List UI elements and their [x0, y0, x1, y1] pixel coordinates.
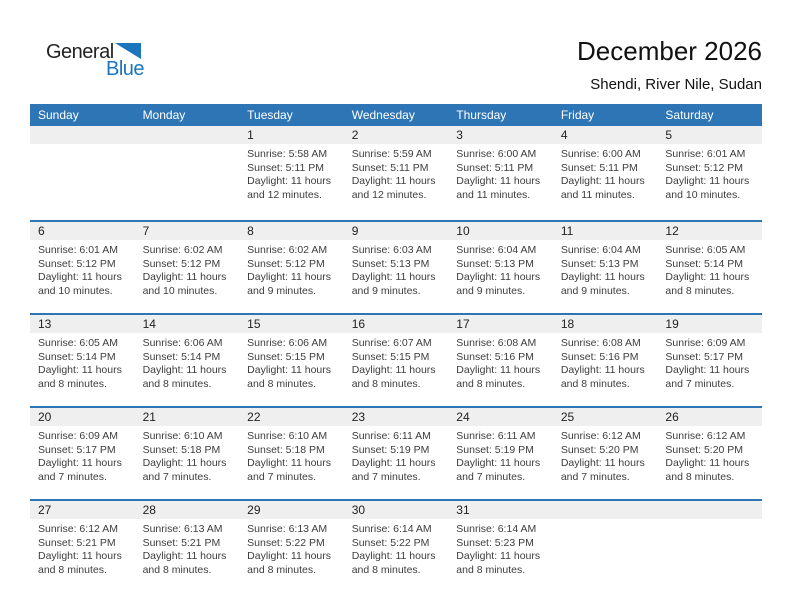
calendar-day-cell	[239, 222, 344, 313]
daylight2-text: and 7 minutes.	[560, 470, 630, 483]
sunrise-text: Sunrise: 5:58 AM	[247, 148, 328, 160]
sunset-text: Sunset: 5:21 PM	[142, 536, 221, 549]
daylight1-text: Daylight: 11 hours	[351, 271, 436, 283]
day-sun-info	[135, 519, 240, 577]
day-sun-info	[344, 144, 449, 202]
calendar-day-cell	[135, 315, 240, 406]
calendar-day-cell	[448, 222, 553, 313]
sunrise-text: Sunrise: 6:04 AM	[456, 244, 537, 256]
logo-triangle-icon	[115, 43, 141, 59]
calendar-day-cell	[30, 408, 135, 499]
sunrise-text: Sunrise: 6:12 AM	[38, 523, 118, 535]
sunrise-text: Sunrise: 6:12 AM	[665, 430, 746, 442]
calendar-day-cell	[30, 222, 135, 313]
day-number: 28	[135, 501, 240, 519]
day-number	[553, 501, 658, 519]
daylight1-text: Daylight: 11 hours	[247, 364, 331, 376]
sunset-text: Sunset: 5:15 PM	[247, 350, 325, 363]
sunrise-text: Sunrise: 6:08 AM	[456, 337, 537, 349]
sunrise-text: Sunrise: 6:03 AM	[351, 244, 432, 256]
day-number: 4	[553, 126, 658, 144]
daylight2-text: and 7 minutes.	[351, 470, 421, 483]
day-sun-info	[553, 240, 658, 298]
week-row	[30, 126, 762, 220]
sunset-text: Sunset: 5:17 PM	[665, 350, 744, 363]
weekday-label-saturday: Saturday	[665, 108, 714, 122]
calendar-day-cell	[553, 315, 658, 406]
daylight1-text: Daylight: 11 hours	[142, 271, 227, 283]
sunrise-text: Sunrise: 6:04 AM	[560, 244, 641, 256]
daylight2-text: and 8 minutes.	[247, 563, 317, 576]
day-number: 7	[135, 222, 240, 240]
day-number: 17	[448, 315, 553, 333]
calendar-empty-cell	[657, 501, 762, 595]
day-number: 24	[448, 408, 553, 426]
calendar-empty-cell	[30, 126, 135, 220]
day-sun-info	[448, 426, 553, 484]
sunrise-text: Sunrise: 6:07 AM	[351, 337, 432, 349]
sunrise-text: Sunrise: 6:10 AM	[247, 430, 328, 442]
day-number: 14	[135, 315, 240, 333]
day-sun-info	[239, 426, 344, 484]
calendar-day-cell	[448, 408, 553, 499]
day-number: 29	[239, 501, 344, 519]
day-sun-info	[135, 426, 240, 484]
weekday-label-sunday: Sunday	[38, 108, 79, 122]
calendar-day-cell	[657, 408, 762, 499]
daylight1-text: Daylight: 11 hours	[247, 457, 331, 469]
sunset-text: Sunset: 5:11 PM	[247, 161, 324, 174]
day-number: 10	[448, 222, 553, 240]
sunset-text: Sunset: 5:19 PM	[456, 443, 534, 456]
daylight1-text: Daylight: 11 hours	[351, 550, 436, 562]
sunset-text: Sunset: 5:14 PM	[665, 257, 744, 270]
day-number: 13	[30, 315, 135, 333]
daylight2-text: and 10 minutes.	[38, 284, 113, 297]
page-subtitle: Shendi, River Nile, Sudan	[590, 76, 762, 93]
daylight1-text: Daylight: 11 hours	[665, 364, 750, 376]
calendar-day-cell	[344, 315, 449, 406]
day-number: 8	[239, 222, 344, 240]
sunrise-text: Sunrise: 6:00 AM	[456, 148, 537, 160]
daylight1-text: Daylight: 11 hours	[247, 175, 331, 187]
sunset-text: Sunset: 5:16 PM	[456, 350, 534, 363]
daylight1-text: Daylight: 11 hours	[456, 271, 541, 283]
sunrise-text: Sunrise: 6:11 AM	[351, 430, 431, 442]
sunrise-text: Sunrise: 6:13 AM	[142, 523, 223, 535]
day-sun-info	[30, 333, 135, 391]
day-sun-info	[30, 426, 135, 484]
sunset-text: Sunset: 5:18 PM	[142, 443, 221, 456]
sunrise-text: Sunrise: 6:01 AM	[665, 148, 746, 160]
sunset-text: Sunset: 5:18 PM	[247, 443, 325, 456]
day-sun-info	[344, 240, 449, 298]
sunset-text: Sunset: 5:12 PM	[142, 257, 221, 270]
weekday-label-tuesday: Tuesday	[247, 108, 293, 122]
sunrise-text: Sunrise: 6:11 AM	[456, 430, 536, 442]
day-number: 1	[239, 126, 344, 144]
sunset-text: Sunset: 5:20 PM	[560, 443, 639, 456]
day-number: 19	[657, 315, 762, 333]
daylight2-text: and 7 minutes.	[456, 470, 526, 483]
weekday-label-monday: Monday	[142, 108, 186, 122]
daylight2-text: and 8 minutes.	[351, 563, 421, 576]
calendar-day-cell	[135, 222, 240, 313]
daylight1-text: Daylight: 11 hours	[456, 175, 541, 187]
sunset-text: Sunset: 5:21 PM	[38, 536, 116, 549]
daylight2-text: and 8 minutes.	[665, 284, 735, 297]
daylight2-text: and 10 minutes.	[665, 188, 741, 201]
calendar-day-cell	[553, 408, 658, 499]
daylight2-text: and 8 minutes.	[247, 377, 317, 390]
day-sun-info	[657, 144, 762, 202]
calendar-empty-cell	[135, 126, 240, 220]
sunrise-text: Sunrise: 6:02 AM	[247, 244, 328, 256]
day-number: 30	[344, 501, 449, 519]
sunset-text: Sunset: 5:20 PM	[665, 443, 744, 456]
daylight1-text: Daylight: 11 hours	[351, 175, 436, 187]
day-sun-info	[448, 240, 553, 298]
calendar-day-cell	[448, 315, 553, 406]
calendar-day-cell	[344, 222, 449, 313]
daylight1-text: Daylight: 11 hours	[456, 550, 541, 562]
day-sun-info	[344, 519, 449, 577]
sunset-text: Sunset: 5:12 PM	[247, 257, 325, 270]
sunset-text: Sunset: 5:22 PM	[247, 536, 325, 549]
daylight2-text: and 8 minutes.	[142, 563, 212, 576]
daylight1-text: Daylight: 11 hours	[38, 550, 122, 562]
sunset-text: Sunset: 5:13 PM	[456, 257, 534, 270]
calendar-day-cell	[657, 315, 762, 406]
daylight2-text: and 8 minutes.	[38, 563, 107, 576]
day-sun-info	[657, 333, 762, 391]
daylight1-text: Daylight: 11 hours	[351, 364, 436, 376]
sunset-text: Sunset: 5:12 PM	[665, 161, 744, 174]
daylight1-text: Daylight: 11 hours	[560, 364, 645, 376]
day-number: 11	[553, 222, 658, 240]
daylight2-text: and 11 minutes.	[560, 188, 635, 201]
daylight1-text: Daylight: 11 hours	[247, 550, 331, 562]
daylight2-text: and 9 minutes.	[456, 284, 526, 297]
weeks-container	[30, 126, 762, 595]
sunrise-text: Sunrise: 6:05 AM	[38, 337, 118, 349]
calendar-day-cell	[344, 408, 449, 499]
daylight1-text: Daylight: 11 hours	[560, 457, 645, 469]
calendar-day-cell	[553, 222, 658, 313]
sunrise-text: Sunrise: 6:06 AM	[247, 337, 328, 349]
sunset-text: Sunset: 5:17 PM	[38, 443, 116, 456]
day-number: 18	[553, 315, 658, 333]
weekday-label-thursday: Thursday	[456, 108, 507, 122]
day-sun-info	[30, 240, 135, 298]
weekday-label-wednesday: Wednesday	[351, 108, 415, 122]
daylight2-text: and 8 minutes.	[351, 377, 421, 390]
sunset-text: Sunset: 5:16 PM	[560, 350, 639, 363]
daylight1-text: Daylight: 11 hours	[665, 175, 750, 187]
sunrise-text: Sunrise: 6:05 AM	[665, 244, 746, 256]
day-sun-info	[239, 144, 344, 202]
page-title: December 2026	[577, 36, 762, 66]
calendar-day-cell	[344, 501, 449, 595]
sunset-text: Sunset: 5:19 PM	[351, 443, 430, 456]
day-sun-info	[553, 333, 658, 391]
daylight2-text: and 9 minutes.	[247, 284, 317, 297]
sunset-text: Sunset: 5:11 PM	[560, 161, 638, 174]
sunrise-text: Sunrise: 6:01 AM	[38, 244, 118, 256]
calendar-day-cell	[30, 315, 135, 406]
day-sun-info	[553, 144, 658, 202]
sunrise-text: Sunrise: 6:06 AM	[142, 337, 223, 349]
daylight2-text: and 7 minutes.	[665, 377, 735, 390]
day-number: 31	[448, 501, 553, 519]
day-sun-info	[239, 519, 344, 577]
sunrise-text: Sunrise: 6:14 AM	[351, 523, 432, 535]
calendar-day-cell	[135, 408, 240, 499]
day-sun-info	[344, 333, 449, 391]
calendar-day-cell	[448, 126, 553, 220]
daylight2-text: and 8 minutes.	[456, 377, 526, 390]
daylight1-text: Daylight: 11 hours	[247, 271, 331, 283]
daylight2-text: and 8 minutes.	[665, 470, 735, 483]
daylight2-text: and 8 minutes.	[142, 377, 212, 390]
day-number: 26	[657, 408, 762, 426]
sunrise-text: Sunrise: 6:00 AM	[560, 148, 641, 160]
sunset-text: Sunset: 5:11 PM	[456, 161, 534, 174]
day-sun-info	[135, 240, 240, 298]
day-sun-info	[344, 426, 449, 484]
daylight2-text: and 8 minutes.	[560, 377, 630, 390]
calendar-day-cell	[448, 501, 553, 595]
daylight1-text: Daylight: 11 hours	[38, 271, 122, 283]
calendar-day-cell	[239, 501, 344, 595]
calendar-title-block	[577, 36, 762, 93]
week-row	[30, 406, 762, 499]
calendar-day-cell	[344, 126, 449, 220]
daylight2-text: and 7 minutes.	[38, 470, 107, 483]
daylight2-text: and 8 minutes.	[38, 377, 107, 390]
calendar-day-cell	[657, 126, 762, 220]
day-number: 2	[344, 126, 449, 144]
day-sun-info	[448, 333, 553, 391]
daylight1-text: Daylight: 11 hours	[560, 175, 645, 187]
day-number	[657, 501, 762, 519]
day-sun-info	[448, 144, 553, 202]
day-number	[135, 126, 240, 144]
day-sun-info	[239, 240, 344, 298]
daylight1-text: Daylight: 11 hours	[38, 364, 122, 376]
daylight2-text: and 11 minutes.	[456, 188, 531, 201]
day-number: 27	[30, 501, 135, 519]
daylight2-text: and 12 minutes.	[351, 188, 427, 201]
calendar-day-cell	[657, 222, 762, 313]
sunrise-text: Sunrise: 6:14 AM	[456, 523, 537, 535]
sunset-text: Sunset: 5:11 PM	[351, 161, 429, 174]
day-number: 25	[553, 408, 658, 426]
sunrise-text: Sunrise: 6:10 AM	[142, 430, 223, 442]
calendar-day-cell	[135, 501, 240, 595]
daylight1-text: Daylight: 11 hours	[665, 457, 750, 469]
daylight1-text: Daylight: 11 hours	[351, 457, 436, 469]
sunset-text: Sunset: 5:22 PM	[351, 536, 430, 549]
day-sun-info	[448, 519, 553, 577]
week-row	[30, 220, 762, 313]
calendar-day-cell	[239, 315, 344, 406]
day-number: 20	[30, 408, 135, 426]
sunrise-text: Sunrise: 6:12 AM	[560, 430, 641, 442]
daylight1-text: Daylight: 11 hours	[560, 271, 645, 283]
day-sun-info	[553, 426, 658, 484]
day-number: 15	[239, 315, 344, 333]
day-number: 5	[657, 126, 762, 144]
logo-text-general: General	[46, 41, 114, 63]
calendar-grid	[30, 104, 762, 595]
day-number: 9	[344, 222, 449, 240]
daylight2-text: and 7 minutes.	[247, 470, 317, 483]
daylight2-text: and 12 minutes.	[247, 188, 322, 201]
sunrise-text: Sunrise: 6:02 AM	[142, 244, 223, 256]
logo-text-blue: Blue	[106, 58, 145, 80]
general-blue-logo	[46, 42, 144, 79]
sunrise-text: Sunrise: 6:09 AM	[665, 337, 746, 349]
day-number	[30, 126, 135, 144]
day-number: 3	[448, 126, 553, 144]
weekday-label-friday: Friday	[560, 108, 595, 122]
sunset-text: Sunset: 5:14 PM	[142, 350, 221, 363]
daylight1-text: Daylight: 11 hours	[142, 364, 227, 376]
day-number: 6	[30, 222, 135, 240]
daylight2-text: and 8 minutes.	[456, 563, 526, 576]
calendar-day-cell	[30, 501, 135, 595]
sunrise-text: Sunrise: 6:09 AM	[38, 430, 118, 442]
day-number: 16	[344, 315, 449, 333]
daylight1-text: Daylight: 11 hours	[665, 271, 750, 283]
sunrise-text: Sunrise: 5:59 AM	[351, 148, 432, 160]
week-row	[30, 313, 762, 406]
calendar-day-cell	[239, 408, 344, 499]
calendar-day-cell	[553, 126, 658, 220]
sunrise-text: Sunrise: 6:13 AM	[247, 523, 328, 535]
sunrise-text: Sunrise: 6:08 AM	[560, 337, 641, 349]
daylight1-text: Daylight: 11 hours	[142, 550, 227, 562]
sunset-text: Sunset: 5:23 PM	[456, 536, 534, 549]
calendar-day-cell	[239, 126, 344, 220]
day-number: 23	[344, 408, 449, 426]
daylight1-text: Daylight: 11 hours	[38, 457, 122, 469]
sunset-text: Sunset: 5:14 PM	[38, 350, 116, 363]
day-number: 21	[135, 408, 240, 426]
day-sun-info	[657, 426, 762, 484]
daylight2-text: and 9 minutes.	[351, 284, 421, 297]
day-sun-info	[657, 240, 762, 298]
daylight2-text: and 10 minutes.	[142, 284, 218, 297]
daylight2-text: and 9 minutes.	[560, 284, 630, 297]
day-number: 22	[239, 408, 344, 426]
sunset-text: Sunset: 5:13 PM	[560, 257, 639, 270]
week-row	[30, 499, 762, 595]
daylight1-text: Daylight: 11 hours	[456, 364, 541, 376]
calendar-empty-cell	[553, 501, 658, 595]
day-number: 12	[657, 222, 762, 240]
daylight1-text: Daylight: 11 hours	[142, 457, 227, 469]
sunset-text: Sunset: 5:15 PM	[351, 350, 430, 363]
day-sun-info	[239, 333, 344, 391]
day-sun-info	[135, 333, 240, 391]
sunset-text: Sunset: 5:12 PM	[38, 257, 116, 270]
day-sun-info	[30, 519, 135, 577]
daylight1-text: Daylight: 11 hours	[456, 457, 541, 469]
sunset-text: Sunset: 5:13 PM	[351, 257, 430, 270]
weekday-header-row	[30, 104, 762, 126]
daylight2-text: and 7 minutes.	[142, 470, 212, 483]
